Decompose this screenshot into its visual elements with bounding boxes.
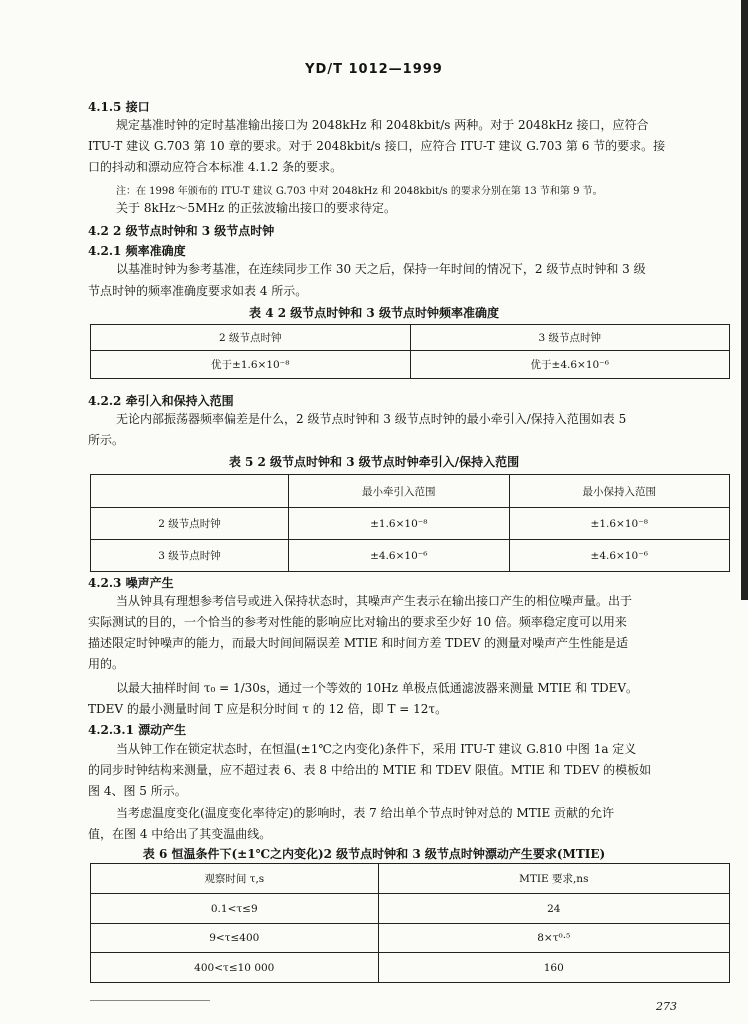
running-header: YD/T 1012—1999 [305, 62, 443, 77]
heading-4-2-3-1: 4.2.3.1 漂动产生 [88, 723, 187, 737]
table-row [91, 508, 730, 540]
table6-header-mtie: MTIE 要求,ns [378, 864, 729, 894]
table5-row1-pull-in: ±1.6×10⁻⁸ [289, 508, 509, 540]
table-row [91, 953, 730, 983]
para-4-2-3-line5: 以最大抽样时间 τ₀ = 1/30s，通过一个等效的 10Hz 单极点低通滤波器来测量 MTIE 和 TDEV。 [116, 681, 639, 695]
table5 [90, 474, 730, 572]
para-4-2-3-1-line3: 图 4、图 5 所示。 [88, 784, 187, 798]
table6-header-time: 观察时间 τ,s [91, 864, 379, 894]
table6-caption: 表 6 恒温条件下(±1℃之内变化)2 级节点时钟和 3 级节点时钟漂动产生要求(MTIE) [142, 847, 606, 861]
table6-row3-time: 400<τ≤10 000 [91, 953, 379, 983]
heading-4-1-5: 4.1.5 接口 [88, 100, 150, 114]
para-4-2-3-line6: TDEV 的最小测量时间 T 应是积分时间 τ 的 12 倍，即 T = 12τ。 [88, 702, 448, 716]
table6-row1-mtie: 24 [378, 894, 729, 924]
table6-row2-mtie: 8×τ⁰·⁵ [378, 924, 729, 953]
para-4-2-3-1-line2: 的同步时钟结构来测量，应不超过表 6、表 8 中给出的 MTIE 和 TDEV 限值。MTIE 和 TDEV 的模板如 [88, 763, 652, 777]
para-4-2-1-line2: 节点时钟的频率准确度要求如表 4 所示。 [88, 284, 308, 298]
para-4-2-3-line4: 用的。 [88, 657, 125, 671]
table5-header-pull-in: 最小牵引入范围 [289, 475, 509, 508]
para-4-2-3-line1: 当从钟具有理想参考信号或进入保持状态时，其噪声产生表示在输出接口产生的相位噪声量。出于 [116, 594, 633, 608]
table5-row1-hold-in: ±1.6×10⁻⁸ [509, 508, 729, 540]
para-4-2-3-1-line5: 值，在图 4 中给出了其变温曲线。 [88, 827, 272, 841]
page-number: 273 [656, 1000, 677, 1013]
table6-row1-time: 0.1<τ≤9 [91, 894, 379, 924]
table4-caption: 表 4 2 级节点时钟和 3 级节点时钟频率准确度 [249, 306, 499, 320]
heading-4-2-3: 4.2.3 噪声产生 [88, 576, 174, 590]
table-row [91, 894, 730, 924]
para-4-1-5-line1: 规定基准时钟的定时基准输出接口为 2048kHz 和 2048kbit/s 两种。对于 2048kHz 接口，应符合 [116, 118, 649, 132]
para-4-1-5-sine: 关于 8kHz～5MHz 的正弦波输出接口的要求待定。 [116, 201, 397, 215]
table5-header-empty [91, 475, 289, 508]
table6 [90, 863, 730, 983]
table4-header-level3: 3 级节点时钟 [410, 325, 730, 351]
footer-rule [90, 1000, 210, 1001]
table5-row2-label: 3 级节点时钟 [91, 540, 289, 572]
table6-row2-time: 9<τ≤400 [91, 924, 379, 953]
table-row [91, 540, 730, 572]
table6-row3-mtie: 160 [378, 953, 729, 983]
table4-cell-level3: 优于±4.6×10⁻⁶ [410, 351, 730, 379]
table5-caption: 表 5 2 级节点时钟和 3 级节点时钟牵引入/保持入范围 [228, 455, 520, 469]
para-4-2-1-line1: 以基准时钟为参考基准，在连续同步工作 30 天之后，保持一年时间的情况下，2 级节点时钟和 3 级 [116, 262, 646, 276]
scan-edge-mark [741, 0, 748, 600]
para-4-1-5-line2: ITU-T 建议 G.703 第 10 章的要求。对于 2048kbit/s 接口，应符合 ITU-T 建议 G.703 第 6 节的要求。接 [88, 139, 666, 153]
table4-header-level2: 2 级节点时钟 [91, 325, 411, 351]
para-4-1-5-line3: 口的抖动和漂动应符合本标准 4.1.2 条的要求。 [88, 160, 343, 174]
table4 [90, 324, 730, 379]
heading-4-2: 4.2 2 级节点时钟和 3 级节点时钟 [88, 224, 275, 238]
heading-4-2-1: 4.2.1 频率准确度 [88, 244, 186, 258]
table5-row1-label: 2 级节点时钟 [91, 508, 289, 540]
para-4-2-2-line2: 所示。 [88, 433, 125, 447]
heading-4-2-2: 4.2.2 牵引入和保持入范围 [88, 394, 234, 408]
table5-row2-pull-in: ±4.6×10⁻⁶ [289, 540, 509, 572]
table5-row2-hold-in: ±4.6×10⁻⁶ [509, 540, 729, 572]
note-4-1-5: 注：在 1998 年颁布的 ITU-T 建议 G.703 中对 2048kHz 和 2048kbit/s 的要求分别在第 13 节和第 9 节。 [116, 186, 603, 197]
para-4-2-2-line1: 无论内部振荡器频率偏差是什么，2 级节点时钟和 3 级节点时钟的最小牵引入/保持入范围如表 5 [116, 412, 627, 426]
para-4-2-3-line3: 描述限定时钟噪声的能力，而最大时间间隔误差 MTIE 和时间方差 TDEV 的测量对噪声产生性能是适 [88, 636, 629, 650]
table-row [91, 924, 730, 953]
table5-header-hold-in: 最小保持入范围 [509, 475, 729, 508]
para-4-2-3-1-line4: 当考虑温度变化(温度变化率待定)的影响时，表 7 给出单个节点时钟对总的 MTIE 贡献的允许 [116, 806, 615, 820]
table4-cell-level2: 优于±1.6×10⁻⁸ [91, 351, 411, 379]
para-4-2-3-line2: 实际测试的目的，一个恰当的参考对性能的影响应比对输出的要求至少好 10 倍。频率稳定度可以用来 [88, 615, 627, 629]
para-4-2-3-1-line1: 当从钟工作在锁定状态时，在恒温(±1℃之内变化)条件下，采用 ITU-T 建议 G.810 中图 1a 定义 [116, 742, 637, 756]
